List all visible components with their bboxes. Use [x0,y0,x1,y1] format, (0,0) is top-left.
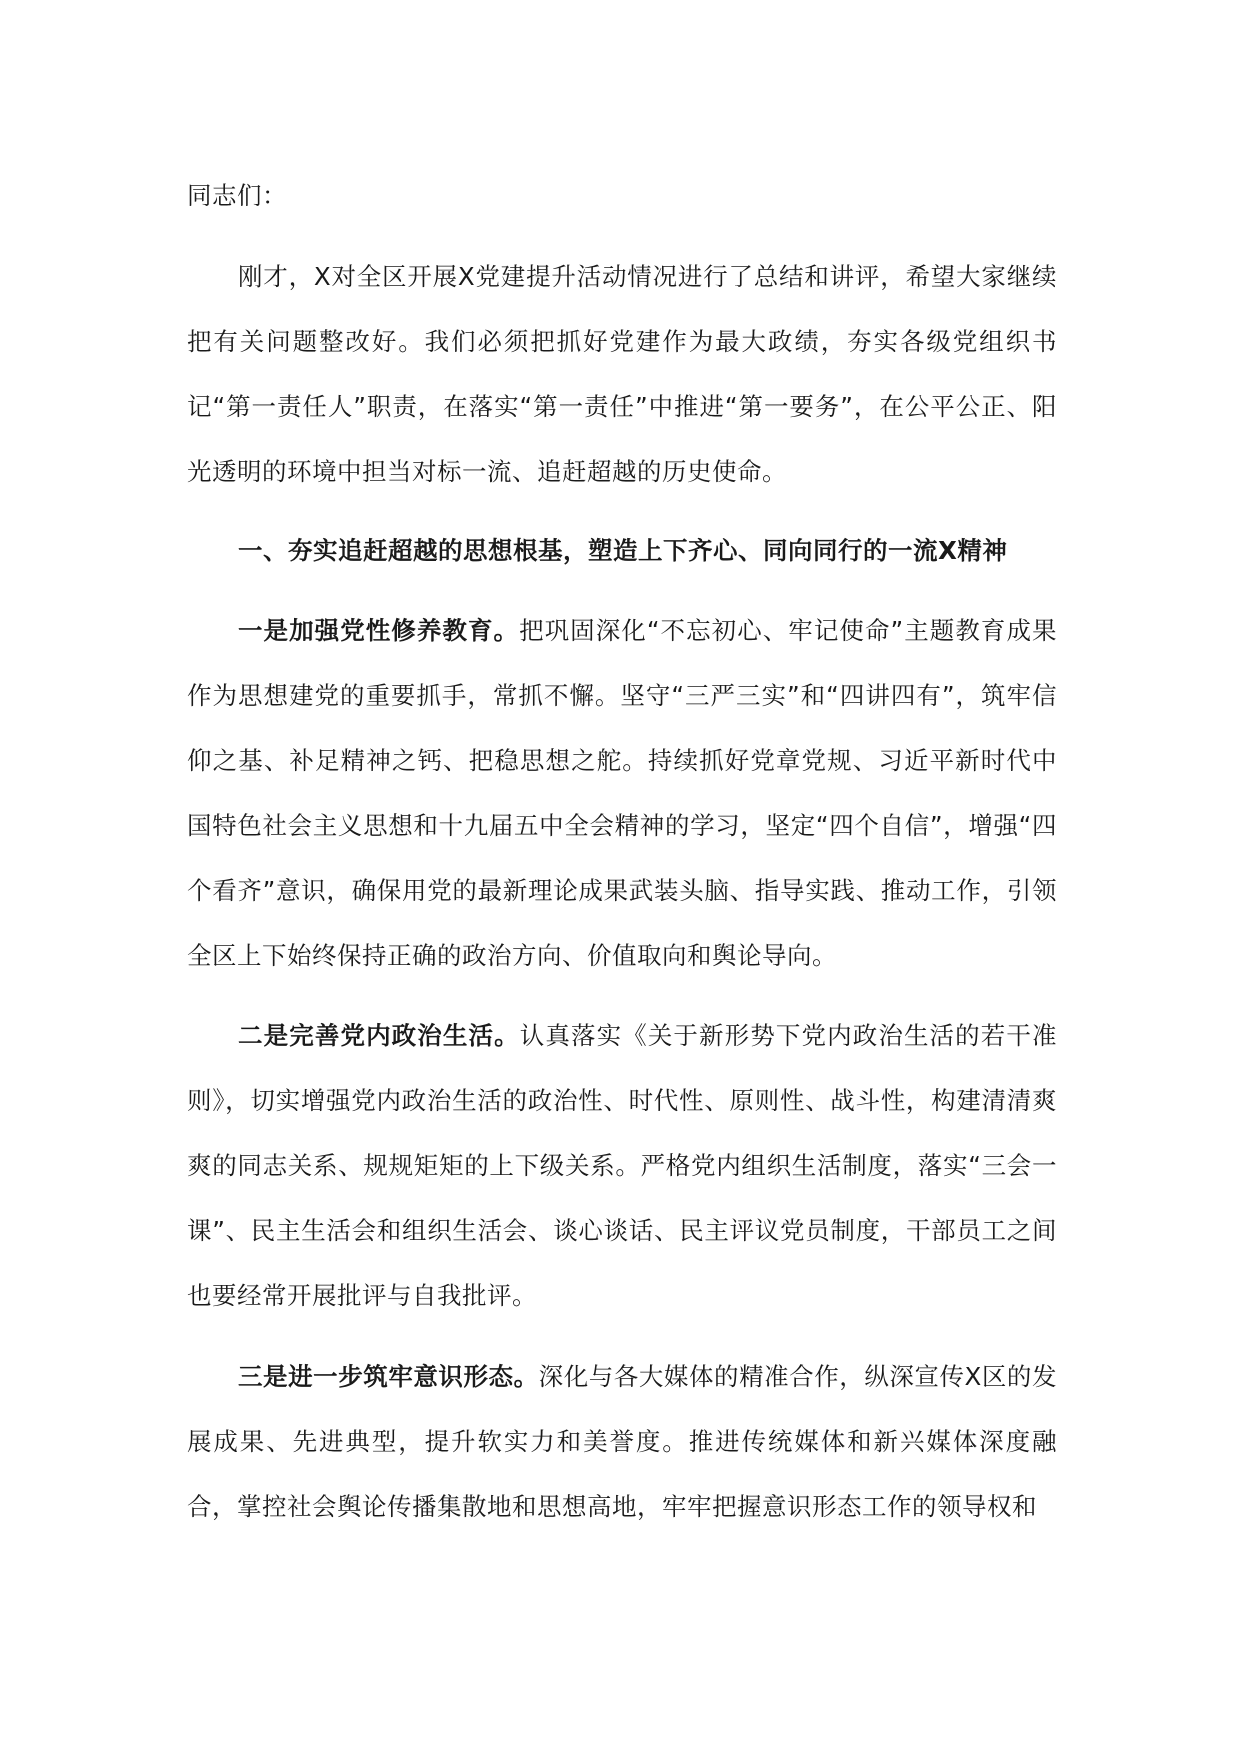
paragraph-ideology [187,1344,1057,1539]
paragraph-lead: 二是完善党内政治生活。 [238,1021,520,1050]
paragraph-lead: 三是进一步筑牢意识形态。 [238,1362,539,1391]
opening-paragraph: 刚才，X对全区开展X党建提升活动情况进行了总结和讲评，希望大家继续把有关问题整改好。我们必须把抓好党建作为最大政绩，夯实各级党组织书记“第一责任人”职责，在落实“第一责任”中推进“第一要务”，在公平公正、阳光透明的环境中担当对标一流、追赶超越的历史使命。 [187,262,1057,486]
paragraph-body: 认真落实《关于新形势下党内政治生活的若干准则》，切实增强党内政治生活的政治性、时代性、原则性、战斗性，构建清清爽爽的同志关系、规规矩矩的上下级关系。严格党内组织生活制度，落实“三会一课”、民主生活会和组织生活会、谈心谈话、民主评议党员制度，干部员工之间也要经常开展批评与自我批评。 [187,1021,1058,1310]
greeting: 同志们： [187,181,287,210]
section-heading: 一、夯实追赶超越的思想根基，塑造上下齐心、同向同行的一流X精神 [238,536,1008,565]
paragraph-body: 深化与各大媒体的精准合作，纵深宣传X区的发展成果、先进典型，提升软实力和美誉度。推进传统媒体和新兴媒体深度融合，掌控社会舆论传播集散地和思想高地，牢牢把握意识形态工作的领导权和 [187,1362,1057,1521]
paragraph-political-life [187,1003,1057,1328]
paragraph-body: 把巩固深化“不忘初心、牢记使命”主题教育成果作为思想建党的重要抓手，常抓不懈。坚守“三严三实”和“四讲四有”，筑牢信仰之基、补足精神之钙、把稳思想之舵。持续抓好党章党规、习近平新时代中国特色社会主义思想和十九届五中全会精神的学习，坚定“四个自信”，增强“四个看齐”意识，确保用党的最新理论成果武装头脑、指导实践、推动工作，引领全区上下始终保持正确的政治方向、价值取向和舆论导向。 [187,616,1058,970]
paragraph-party-education [187,598,1057,988]
paragraph-lead: 一是加强党性修养教育。 [238,616,520,645]
